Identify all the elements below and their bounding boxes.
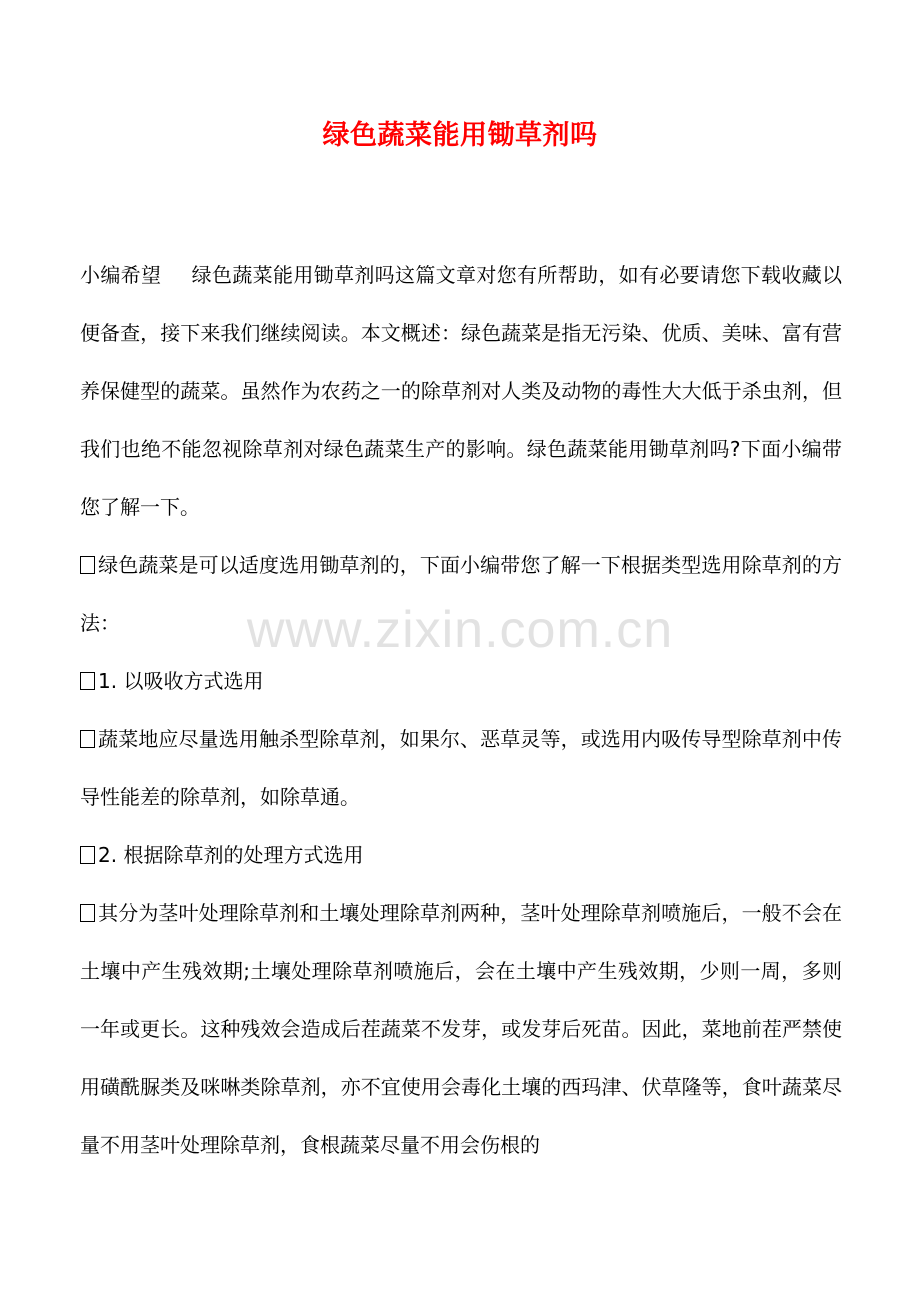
body-paragraph	[80, 710, 842, 826]
section-heading	[80, 826, 842, 884]
watermark: www.zixin.com.cn	[246, 601, 674, 659]
intro-paragraph	[80, 246, 842, 536]
paragraph-text: 其分为茎叶处理除草剂和土壤处理除草剂两种，茎叶处理除草剂喷施后，一般不会在土壤中产生残效期;土壤处理除草剂喷施后，会在土壤中产生残效期，少则一周，多则一年或更长。这种残效会造成后茬蔬菜不发芽，或发芽后死苗。因此，菜地前茬严禁使用磺酰脲类及咪啉类除草剂，亦不宜使用会毒化土壤的西玛津、伏草隆等，食叶蔬菜尽量不用茎叶处理除草剂，食根蔬菜尽量不用会伤根的	[80, 901, 842, 1157]
intro-lead: 小编希望	[80, 263, 162, 287]
paragraph-text: 蔬菜地应尽量选用触杀型除草剂，如果尔、恶草灵等，或选用内吸传导型除草剂中传导性能差的除草剂，如除草通。	[80, 727, 842, 809]
checkbox-glyph-icon	[80, 556, 95, 574]
section-heading-text: 1. 以吸收方式选用	[98, 669, 264, 693]
section-heading-text: 2. 根据除草剂的处理方式选用	[98, 843, 364, 867]
document-title: 绿色蔬菜能用锄草剂吗	[322, 120, 598, 151]
body-paragraph	[80, 884, 842, 1174]
checkbox-glyph-icon	[80, 672, 95, 690]
intro-text: 绿色蔬菜能用锄草剂吗这篇文章对您有所帮助，如有必要请您下载收藏以便备查，接下来我们继续阅读。本文概述：绿色蔬菜是指无污染、优质、美味、富有营养保健型的蔬菜。虽然作为农药之一的除草剂对人类及动物的毒性大大低于杀虫剂，但我们也绝不能忽视除草剂对绿色蔬菜生产的影响。绿色蔬菜能用锄草剂吗?下面小编带您了解一下。	[80, 263, 843, 519]
paragraph-text: 绿色蔬菜是可以适度选用锄草剂的，下面小编带您了解一下根据类型选用除草剂的方法：	[80, 553, 842, 635]
body-paragraph	[80, 536, 842, 652]
checkbox-glyph-icon	[80, 904, 95, 922]
section-heading	[80, 652, 842, 710]
checkbox-glyph-icon	[80, 846, 95, 864]
checkbox-glyph-icon	[80, 730, 95, 748]
document-body	[80, 246, 842, 1174]
